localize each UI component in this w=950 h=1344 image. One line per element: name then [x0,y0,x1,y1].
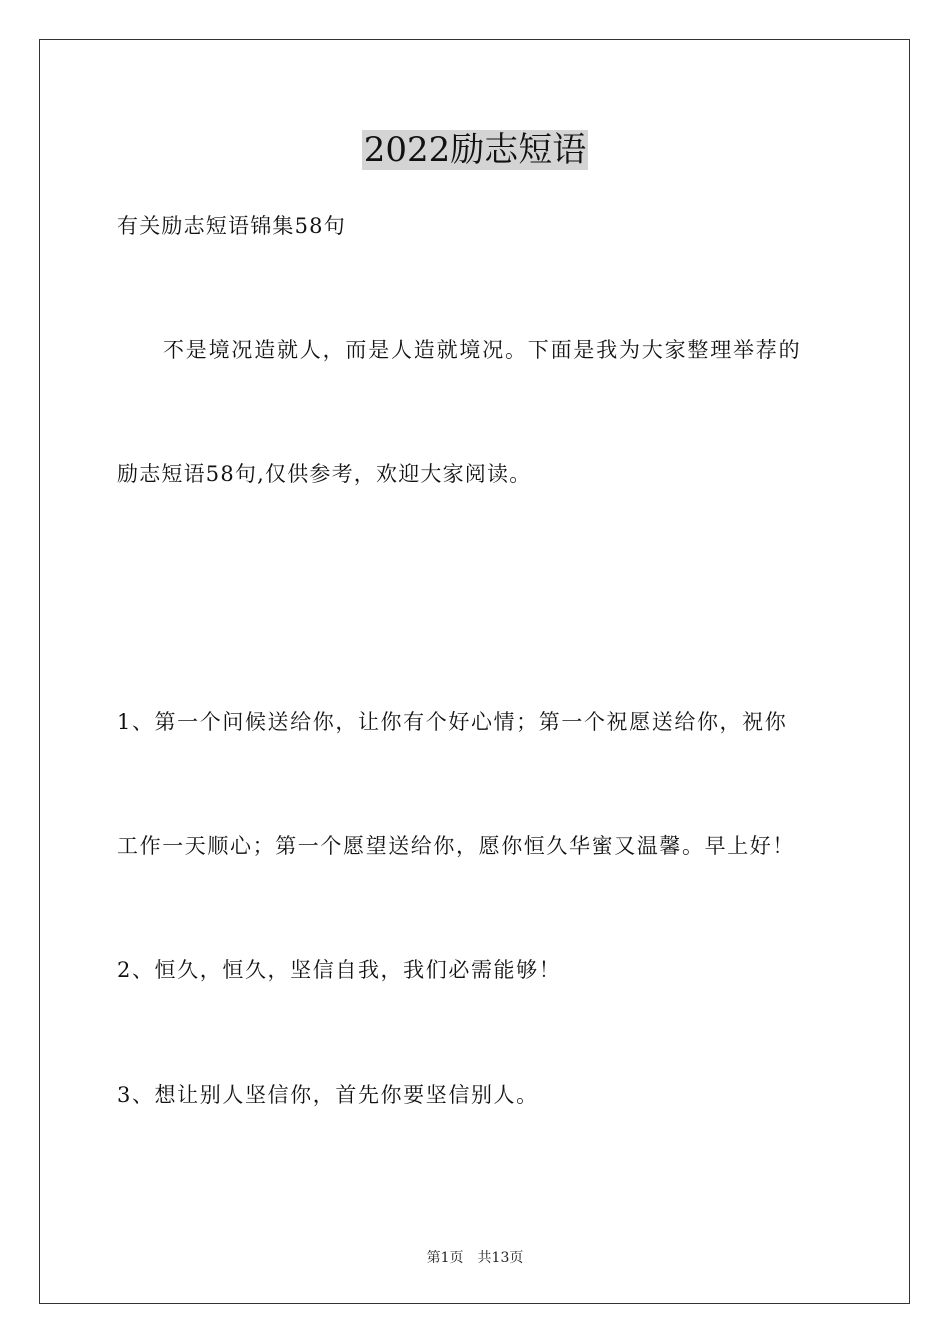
intro-line-1: 不是境况造就人，而是人造就境况。下面是我为大家整理举荐的 [163,338,802,362]
page-number-total: 共13页 [477,1250,524,1266]
page-number-current: 第1页 [426,1250,464,1266]
page-footer [0,1249,950,1267]
list-item-3: 3、想让别人坚信你，首先你要坚信别人。 [117,1083,539,1107]
list-item-1-line-2: 工作一天顺心；第一个愿望送给你，愿你恒久华蜜又温馨。早上好！ [117,834,795,858]
intro-line-2: 励志短语58句,仅供参考，欢迎大家阅读。 [117,462,532,486]
document-subtitle: 有关励志短语锦集58句 [117,214,346,238]
document-title-container [0,128,950,172]
document-title: 2022励志短语 [363,130,587,170]
list-item-2: 2、恒久，恒久，坚信自我，我们必需能够！ [117,958,562,982]
list-item-1-line-1: 1、第一个问候送给你，让你有个好心情；第一个祝愿送给你，祝你 [117,710,788,734]
